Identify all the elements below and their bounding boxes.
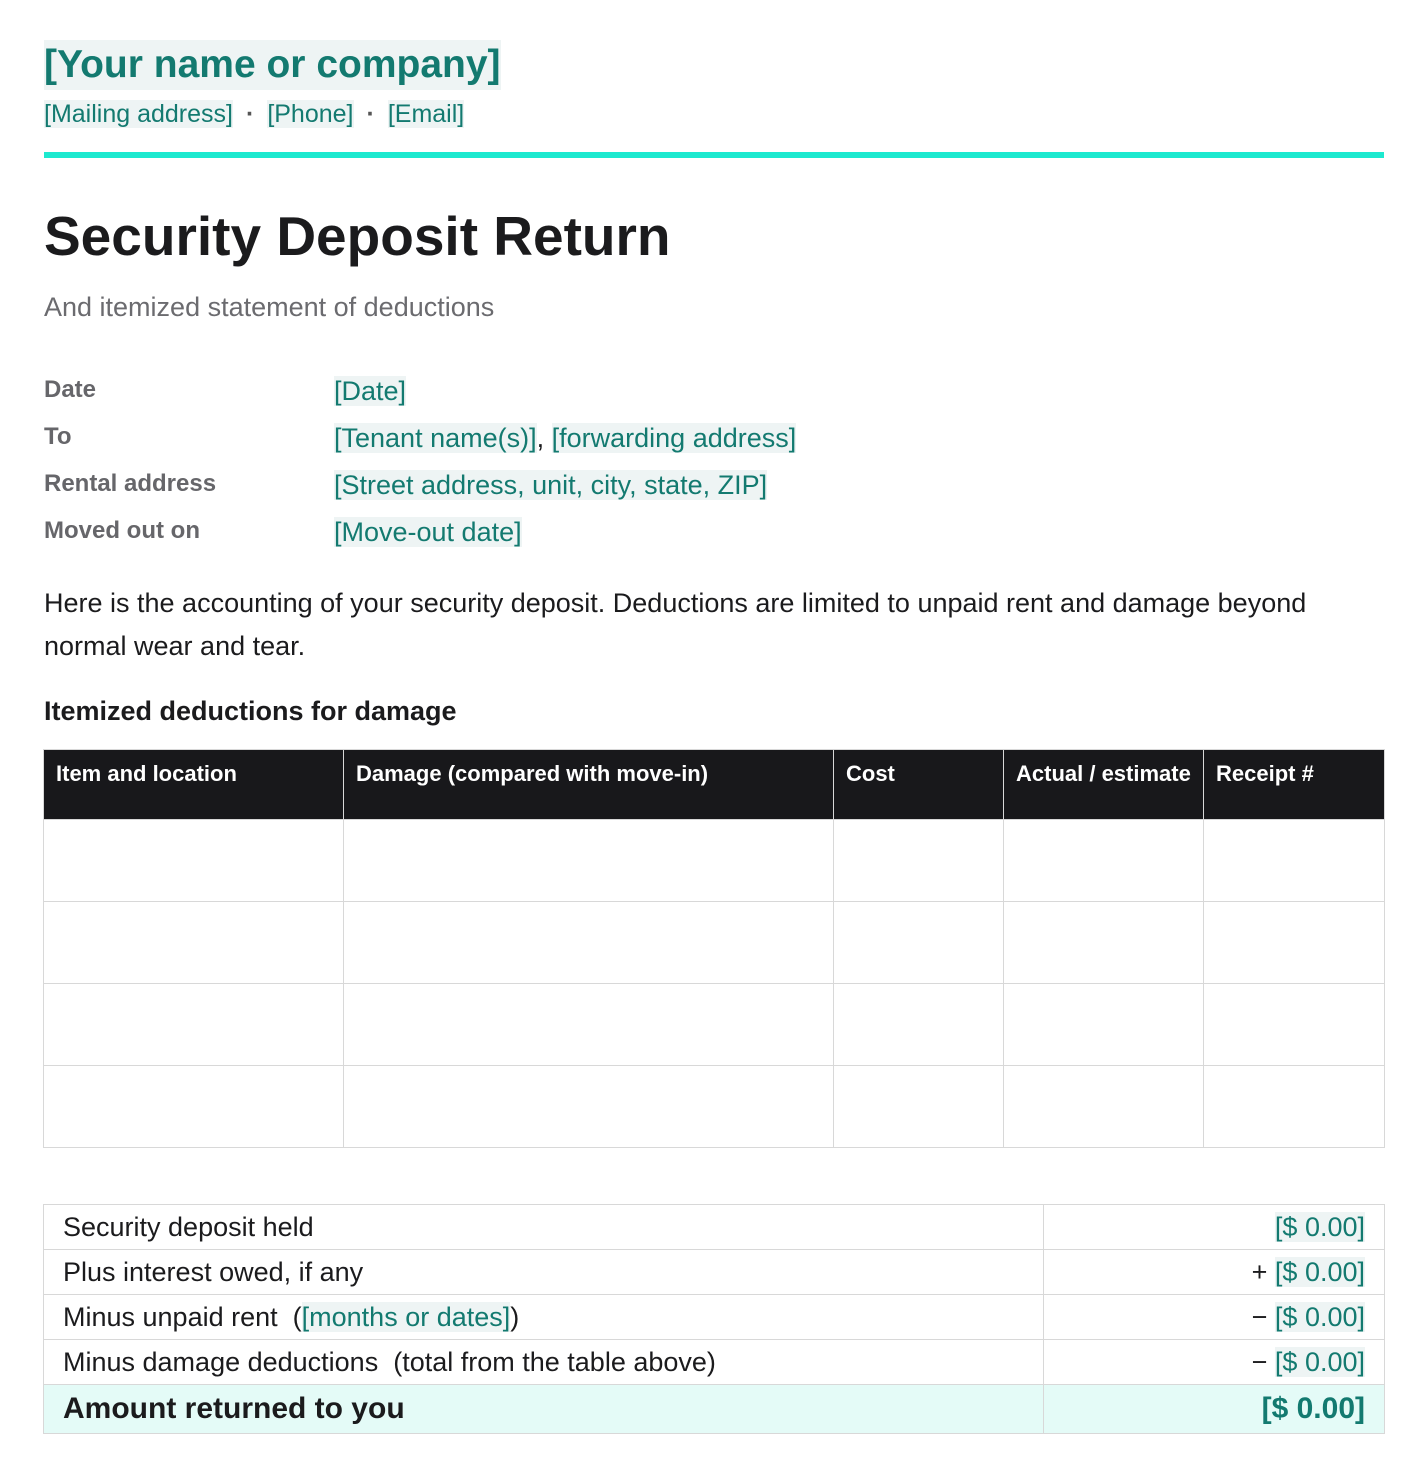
separator-dot: · <box>245 100 255 128</box>
table-cell[interactable] <box>1004 984 1204 1066</box>
table-row <box>44 984 1385 1066</box>
moved-out-value <box>334 515 522 549</box>
deposit-amount-cell <box>1044 1205 1385 1250</box>
table-cell[interactable] <box>1204 984 1385 1066</box>
open-paren: ( <box>292 1302 302 1332</box>
summary-row-interest <box>44 1250 1385 1295</box>
table-cell[interactable] <box>1204 902 1385 984</box>
table-cell[interactable] <box>1204 820 1385 902</box>
rental-address-label: Rental address <box>44 470 217 497</box>
phone-field[interactable]: [Phone] <box>267 100 354 128</box>
summary-row-deposit <box>44 1205 1385 1250</box>
to-value <box>334 421 796 455</box>
separator-dot: · <box>366 100 375 128</box>
table-row <box>44 902 1385 984</box>
contact-line <box>44 97 464 131</box>
email-field[interactable]: [Email] <box>387 100 465 128</box>
unpaid-rent-label-cell <box>44 1295 1044 1340</box>
table-cell[interactable] <box>44 984 344 1066</box>
mailing-address-field[interactable]: [Mailing address] <box>44 100 233 128</box>
comma: , <box>536 423 545 453</box>
minus-sign: − <box>1251 1302 1268 1332</box>
unpaid-rent-label: Minus unpaid rent <box>63 1302 278 1332</box>
table-cell[interactable] <box>344 820 834 902</box>
to-label: To <box>44 423 72 450</box>
table-cell[interactable] <box>1204 1066 1385 1148</box>
close-paren: ) <box>510 1302 520 1332</box>
table-row <box>44 1066 1385 1148</box>
damage-amount[interactable]: [$ 0.00] <box>1274 1347 1365 1377</box>
summary-row-total <box>44 1385 1385 1434</box>
document-title: Security Deposit Return <box>44 205 671 267</box>
intro-paragraph: Here is the accounting of your security deposit. Deductions are limited to unpaid rent and damage beyond normal wear and tear. <box>44 588 1307 661</box>
table-row <box>44 820 1385 902</box>
date-label: Date <box>44 376 97 403</box>
summary-row-damage <box>44 1340 1385 1385</box>
table-cell[interactable] <box>344 1066 834 1148</box>
unpaid-rent-amount-cell <box>1044 1295 1385 1340</box>
accent-divider <box>44 152 1384 158</box>
meta-row-moved <box>44 515 1384 555</box>
table-cell[interactable] <box>834 1066 1004 1148</box>
damage-deductions-label: Minus damage deductions <box>63 1347 379 1377</box>
minus-sign: − <box>1251 1347 1268 1377</box>
deposit-amount[interactable]: [$ 0.00] <box>1274 1212 1365 1242</box>
interest-amount-cell <box>1044 1250 1385 1295</box>
total-label: Amount returned to you <box>44 1385 1044 1434</box>
table-cell[interactable] <box>344 902 834 984</box>
table-cell[interactable] <box>1004 820 1204 902</box>
table-cell[interactable] <box>44 820 344 902</box>
column-header-cost: Cost <box>834 750 1004 820</box>
damage-deductions-note: (total from the table above) <box>393 1347 716 1377</box>
interest-label: Plus interest owed, if any <box>44 1250 1044 1295</box>
interest-amount[interactable]: [$ 0.00] <box>1274 1257 1365 1287</box>
table-cell[interactable] <box>1004 1066 1204 1148</box>
column-header-actual-estimate: Actual / estimate <box>1004 750 1204 820</box>
column-header-receipt: Receipt # <box>1204 750 1385 820</box>
damage-table <box>43 749 1385 1148</box>
months-or-dates-field[interactable]: [months or dates] <box>301 1302 511 1332</box>
total-amount[interactable]: [$ 0.00] <box>1044 1385 1385 1434</box>
table-cell[interactable] <box>834 820 1004 902</box>
summary-table <box>43 1204 1385 1434</box>
table-header-row <box>44 750 1385 820</box>
table-cell[interactable] <box>834 984 1004 1066</box>
moved-out-label: Moved out on <box>44 517 200 544</box>
rental-address-field[interactable]: [Street address, unit, city, state, ZIP] <box>334 470 768 500</box>
table-cell[interactable] <box>44 902 344 984</box>
unpaid-rent-amount[interactable]: [$ 0.00] <box>1274 1302 1365 1332</box>
tenant-name-field[interactable]: [Tenant name(s)] <box>334 423 537 453</box>
move-out-date-field[interactable]: [Move-out date] <box>334 517 522 547</box>
summary-row-unpaid-rent <box>44 1295 1385 1340</box>
table-cell[interactable] <box>344 984 834 1066</box>
damage-deductions-label-cell <box>44 1340 1044 1385</box>
deposit-label: Security deposit held <box>44 1205 1044 1250</box>
date-value <box>334 374 406 408</box>
damage-amount-cell <box>1044 1340 1385 1385</box>
table-cell[interactable] <box>834 902 1004 984</box>
column-header-item: Item and location <box>44 750 344 820</box>
plus-sign: + <box>1251 1257 1268 1287</box>
date-field[interactable]: [Date] <box>334 376 407 406</box>
column-header-damage: Damage (compared with move-in) <box>344 750 834 820</box>
company-name[interactable]: [Your name or company] <box>44 40 501 90</box>
rental-address-value <box>334 468 767 502</box>
table-cell[interactable] <box>1004 902 1204 984</box>
table-cell[interactable] <box>44 1066 344 1148</box>
meta-row-date <box>44 374 1384 414</box>
meta-row-to <box>44 421 1384 461</box>
document-subtitle: And itemized statement of deductions <box>44 292 495 322</box>
meta-row-rental <box>44 468 1384 508</box>
damage-section-heading: Itemized deductions for damage <box>44 696 457 726</box>
forwarding-address-field[interactable]: [forwarding address] <box>551 423 797 453</box>
